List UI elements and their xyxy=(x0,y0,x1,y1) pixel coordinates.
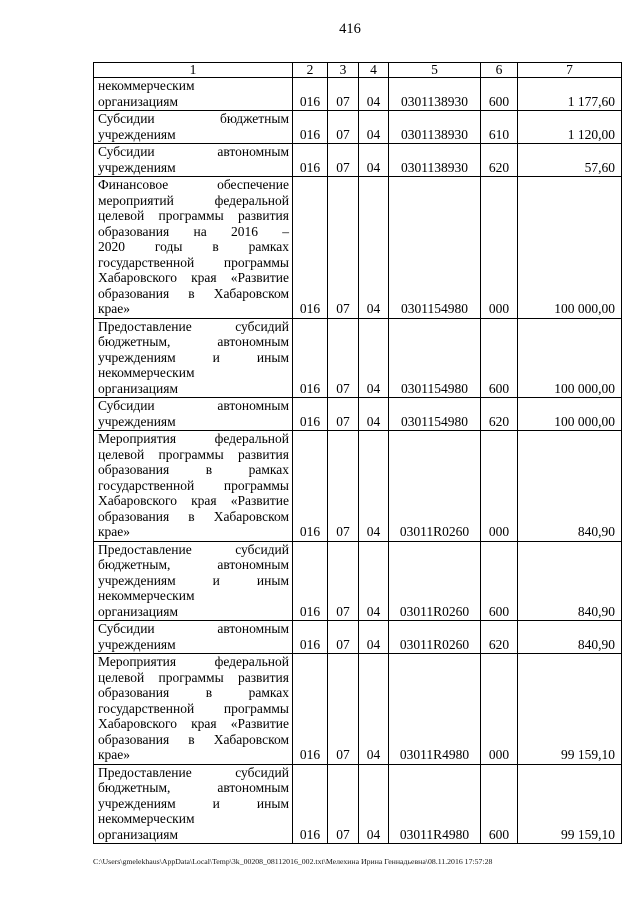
table-row xyxy=(94,431,622,542)
description-line: образования в рамках xyxy=(98,685,289,700)
table-row xyxy=(94,78,622,111)
description-line: государственной программы xyxy=(98,700,289,716)
cell-col-2: 016 xyxy=(293,398,328,431)
cell-col-7: 1 120,00 xyxy=(518,111,622,144)
table-row xyxy=(94,318,622,398)
cell-col-4: 04 xyxy=(359,654,389,765)
footer-file-info: C:\Users\gmelekhaus\AppData\Local\Temp\3k_00208_08112016_002.txt\Мелехина Ирина Геннадьевна\08.11.2016 17:57:28 xyxy=(93,857,493,866)
description-line: Субсидии бюджетным xyxy=(98,111,289,126)
description-line: Хабаровского края «Развитие xyxy=(98,270,289,285)
description-line: мероприятий федеральной xyxy=(98,192,289,208)
table-row xyxy=(94,177,622,319)
description-line: образования в рамках xyxy=(98,462,289,477)
header-col-2: 2 xyxy=(293,63,328,78)
cell-col-3: 07 xyxy=(328,78,359,111)
row-description xyxy=(94,431,293,542)
description-line: крае» xyxy=(98,524,131,539)
table-body xyxy=(94,78,622,844)
table-row xyxy=(94,398,622,431)
cell-col-5: 03011R4980 xyxy=(389,764,481,844)
description-line: учреждениям xyxy=(98,413,176,429)
description-line: Мероприятия федеральной xyxy=(98,654,289,669)
description-line: Субсидии автономным xyxy=(98,144,289,159)
cell-col-6: 600 xyxy=(481,541,518,621)
description-line: Финансовое обеспечение xyxy=(98,177,289,192)
cell-col-6: 620 xyxy=(481,621,518,654)
table-row xyxy=(94,654,622,765)
description-line: учреждениям xyxy=(98,126,176,142)
cell-col-4: 04 xyxy=(359,398,389,431)
description-line: образования в Хабаровском xyxy=(98,285,289,301)
cell-col-2: 016 xyxy=(293,431,328,542)
cell-col-2: 016 xyxy=(293,177,328,319)
table-row xyxy=(94,144,622,177)
cell-col-3: 07 xyxy=(328,111,359,144)
description-line: Мероприятия федеральной xyxy=(98,431,289,446)
cell-col-7: 100 000,00 xyxy=(518,318,622,398)
cell-col-2: 016 xyxy=(293,78,328,111)
description-line: организациям xyxy=(98,603,179,619)
description-line: некоммерческим xyxy=(98,811,195,826)
cell-col-2: 016 xyxy=(293,621,328,654)
row-description xyxy=(94,764,293,844)
cell-col-3: 07 xyxy=(328,431,359,542)
cell-col-7: 100 000,00 xyxy=(518,398,622,431)
description-line: бюджетным, автономным xyxy=(98,557,289,572)
header-col-5: 5 xyxy=(389,63,481,78)
cell-col-7: 840,90 xyxy=(518,621,622,654)
description-line: Предоставление субсидий xyxy=(98,541,289,557)
row-description xyxy=(94,144,293,177)
cell-col-6: 000 xyxy=(481,177,518,319)
cell-col-5: 03011R0260 xyxy=(389,541,481,621)
row-description xyxy=(94,541,293,621)
header-col-4: 4 xyxy=(359,63,389,78)
description-line: целевой программы развития xyxy=(98,208,289,223)
description-line: 2020 годы в рамках xyxy=(98,239,289,254)
cell-col-5: 0301154980 xyxy=(389,398,481,431)
header-col-3: 3 xyxy=(328,63,359,78)
cell-col-5: 0301138930 xyxy=(389,78,481,111)
cell-col-5: 03011R0260 xyxy=(389,431,481,542)
row-description xyxy=(94,398,293,431)
cell-col-3: 07 xyxy=(328,177,359,319)
description-line: государственной программы xyxy=(98,477,289,493)
header-col-6: 6 xyxy=(481,63,518,78)
description-line: Предоставление субсидий xyxy=(98,764,289,780)
cell-col-4: 04 xyxy=(359,431,389,542)
table-row xyxy=(94,764,622,844)
description-line: Хабаровского края «Развитие xyxy=(98,493,289,508)
description-line: бюджетным, автономным xyxy=(98,780,289,795)
cell-col-6: 600 xyxy=(481,318,518,398)
cell-col-5: 0301154980 xyxy=(389,318,481,398)
description-line: государственной программы xyxy=(98,254,289,270)
header-col-7: 7 xyxy=(518,63,622,78)
description-line: учреждениям и иным xyxy=(98,795,289,811)
cell-col-4: 04 xyxy=(359,621,389,654)
description-line: некоммерческим xyxy=(98,588,195,603)
description-line: крае» xyxy=(98,747,131,762)
row-description xyxy=(94,177,293,319)
description-line: Хабаровского края «Развитие xyxy=(98,716,289,731)
cell-col-5: 03011R4980 xyxy=(389,654,481,765)
row-description xyxy=(94,78,293,111)
row-description xyxy=(94,318,293,398)
description-line: Субсидии автономным xyxy=(98,398,289,413)
cell-col-3: 07 xyxy=(328,318,359,398)
cell-col-2: 016 xyxy=(293,654,328,765)
cell-col-6: 620 xyxy=(481,144,518,177)
cell-col-4: 04 xyxy=(359,177,389,319)
cell-col-6: 000 xyxy=(481,654,518,765)
cell-col-5: 03011R0260 xyxy=(389,621,481,654)
cell-col-4: 04 xyxy=(359,78,389,111)
description-line: целевой программы развития xyxy=(98,669,289,685)
description-line: образования в Хабаровском xyxy=(98,731,289,747)
row-description xyxy=(94,654,293,765)
table-row xyxy=(94,541,622,621)
cell-col-7: 100 000,00 xyxy=(518,177,622,319)
description-line: организациям xyxy=(98,380,179,396)
cell-col-6: 600 xyxy=(481,764,518,844)
cell-col-4: 04 xyxy=(359,111,389,144)
cell-col-3: 07 xyxy=(328,764,359,844)
cell-col-2: 016 xyxy=(293,318,328,398)
cell-col-4: 04 xyxy=(359,318,389,398)
table-row xyxy=(94,621,622,654)
cell-col-7: 1 177,60 xyxy=(518,78,622,111)
budget-table xyxy=(93,62,622,844)
description-line: некоммерческим xyxy=(98,78,195,93)
cell-col-2: 016 xyxy=(293,764,328,844)
cell-col-2: 016 xyxy=(293,144,328,177)
description-line: организациям xyxy=(98,93,179,109)
header-row xyxy=(94,63,622,78)
cell-col-7: 57,60 xyxy=(518,144,622,177)
cell-col-2: 016 xyxy=(293,111,328,144)
cell-col-4: 04 xyxy=(359,144,389,177)
cell-col-3: 07 xyxy=(328,654,359,765)
row-description xyxy=(94,621,293,654)
cell-col-5: 0301138930 xyxy=(389,144,481,177)
cell-col-4: 04 xyxy=(359,764,389,844)
cell-col-6: 600 xyxy=(481,78,518,111)
row-description xyxy=(94,111,293,144)
description-line: крае» xyxy=(98,301,131,316)
cell-col-5: 0301138930 xyxy=(389,111,481,144)
cell-col-5: 0301154980 xyxy=(389,177,481,319)
description-line: образования в Хабаровском xyxy=(98,508,289,524)
cell-col-7: 840,90 xyxy=(518,431,622,542)
description-line: Субсидии автономным xyxy=(98,621,289,636)
description-line: Предоставление субсидий xyxy=(98,318,289,334)
cell-col-7: 840,90 xyxy=(518,541,622,621)
cell-col-7: 99 159,10 xyxy=(518,764,622,844)
page-number: 416 xyxy=(339,21,361,37)
description-line: учреждениям xyxy=(98,159,176,175)
cell-col-3: 07 xyxy=(328,541,359,621)
cell-col-6: 610 xyxy=(481,111,518,144)
cell-col-3: 07 xyxy=(328,621,359,654)
description-line: организациям xyxy=(98,826,179,842)
description-line: бюджетным, автономным xyxy=(98,334,289,349)
cell-col-7: 99 159,10 xyxy=(518,654,622,765)
description-line: некоммерческим xyxy=(98,365,195,380)
description-line: образования на 2016 – xyxy=(98,223,289,239)
description-line: учреждениям и иным xyxy=(98,349,289,365)
cell-col-6: 000 xyxy=(481,431,518,542)
cell-col-2: 016 xyxy=(293,541,328,621)
description-line: учреждениям xyxy=(98,636,176,652)
cell-col-4: 04 xyxy=(359,541,389,621)
cell-col-6: 620 xyxy=(481,398,518,431)
description-line: целевой программы развития xyxy=(98,446,289,462)
cell-col-3: 07 xyxy=(328,398,359,431)
description-line: учреждениям и иным xyxy=(98,572,289,588)
table-row xyxy=(94,111,622,144)
header-col-1: 1 xyxy=(94,63,293,78)
cell-col-3: 07 xyxy=(328,144,359,177)
